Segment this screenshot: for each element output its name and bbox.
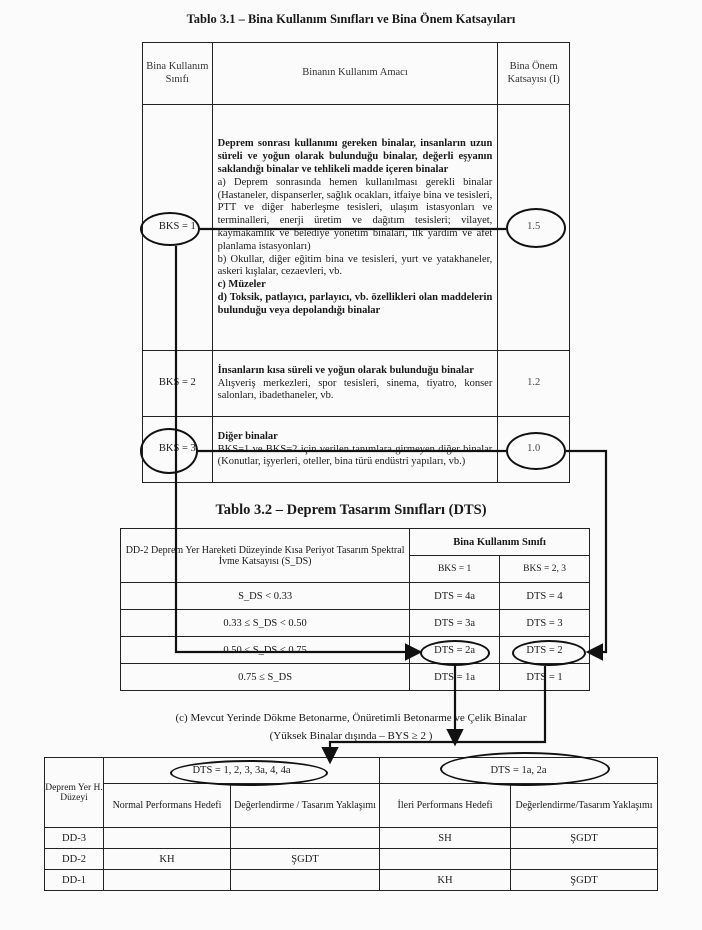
t1-header-coef: Bina Önem Katsayısı (I) bbox=[498, 43, 570, 105]
table-3-2 bbox=[120, 528, 590, 691]
t1-row3-item: BKS=1 ve BKS=2 için verilen tanımlara girmeyen diğer binalar (Konutlar, işyerleri, oteller, bina türü endüstri yapıları, vb.) bbox=[217, 443, 493, 468]
t2-row3-range: 0.50 ≤ S_DS < 0.75 bbox=[121, 637, 410, 664]
t3-row1-c2 bbox=[231, 828, 380, 849]
oval-dts-2 bbox=[512, 640, 586, 666]
oval-dts-2a bbox=[420, 640, 490, 666]
t3-row2-level: DD-2 bbox=[45, 849, 104, 870]
t1-row1-desc bbox=[212, 105, 498, 351]
t2-row3-a: DTS = 2a bbox=[410, 637, 500, 664]
t1-row1-coef: 1.5 bbox=[498, 105, 570, 351]
t2-sub-bks1: BKS = 1 bbox=[410, 556, 500, 583]
t2-row2-range: 0.33 ≤ S_DS < 0.50 bbox=[121, 610, 410, 637]
t3-sub-approach1: Değerlendirme / Tasarım Yaklaşımı bbox=[231, 784, 380, 828]
caption-line2: (Yüksek Binalar dışında – BYS ≥ 2 ) bbox=[269, 730, 433, 742]
t1-row3-desc bbox=[212, 417, 498, 483]
t1-row1-bold: Deprem sonrası kullanımı gereken binalar, insanların uzun süreli ve yoğun olarak bulunduğu binalar, değerli eşyanın saklandığı binalar ve tehlikeli madde içeren binalar bbox=[217, 138, 493, 176]
t3-header-level: Deprem Yer H. Düzeyi bbox=[45, 758, 104, 828]
t3-row2-c2: ŞGDT bbox=[231, 849, 380, 870]
table-3-1 bbox=[142, 42, 570, 483]
t1-row2-desc bbox=[212, 351, 498, 417]
t3-sub-normal: Normal Performans Hedefi bbox=[104, 784, 231, 828]
t2-row2-b: DTS = 3 bbox=[500, 610, 590, 637]
t3-row1-level: DD-3 bbox=[45, 828, 104, 849]
t3-row1-c3: SH bbox=[380, 828, 511, 849]
t1-row3-bold: Diğer binalar bbox=[217, 430, 278, 442]
t2-row1-range: S_DS < 0.33 bbox=[121, 583, 410, 610]
t3-row3-c4: ŞGDT bbox=[511, 870, 658, 891]
t1-row3-class: BKS = 3 bbox=[143, 417, 213, 483]
t1-row2-class: BKS = 2 bbox=[143, 351, 213, 417]
t3-row1-c1 bbox=[104, 828, 231, 849]
t1-row1-item-b: b) Okullar, diğer eğitim bina ve tesisleri, yurt ve yatakhaneler, askeri kışlalar, cezaevleri, vb. bbox=[217, 253, 493, 278]
t2-row4-b: DTS = 1 bbox=[500, 664, 590, 691]
t3-group-left: DTS = 1, 2, 3, 3a, 4, 4a bbox=[104, 758, 380, 784]
t2-row4-range: 0.75 ≤ S_DS bbox=[121, 664, 410, 691]
t2-row1-a: DTS = 4a bbox=[410, 583, 500, 610]
oval-coef-1-5 bbox=[506, 208, 566, 248]
t1-row1-item-a: a) Deprem sonrasında hemen kullanılması gerekli binalar (Hastaneler, dispanserler, sağlık ocakları, itfaiye bina ve tesisleri, PTT ve diğer haberleşme tesisleri, ulaşım istasyonları ve terminalleri, enerji üretim ve dağıtım tesisleri; vilayet, kaymakamlık ve belediye yönetim binaları, ilk yardım ve afet planlama istasyonları) bbox=[217, 176, 493, 252]
t3-row2-c3 bbox=[380, 849, 511, 870]
t1-header-class: Bina Kullanım Sınıfı bbox=[143, 43, 213, 105]
t2-row3-b: DTS = 2 bbox=[500, 637, 590, 664]
oval-bks3 bbox=[140, 428, 198, 474]
oval-coef-1-0 bbox=[506, 432, 566, 470]
t3-row3-c1 bbox=[104, 870, 231, 891]
t3-group-right: DTS = 1a, 2a bbox=[380, 758, 658, 784]
table2-title: Tablo 3.2 – Deprem Tasarım Sınıfları (DTS) bbox=[215, 502, 487, 518]
t3-row3-level: DD-1 bbox=[45, 870, 104, 891]
t1-row2-item: Alışveriş merkezleri, spor tesisleri, sinema, tiyatro, konser salonları, ibadethaneler, vb. bbox=[217, 377, 493, 402]
t2-header-right: Bina Kullanım Sınıfı bbox=[410, 529, 590, 556]
t3-row2-c1: KH bbox=[104, 849, 231, 870]
t3-row3-c2 bbox=[231, 870, 380, 891]
caption-line1: (c) Mevcut Yerinde Dökme Betonarme, Önüretimli Betonarme ve Çelik Binalar bbox=[175, 712, 527, 724]
t3-sub-approach2: Değerlendirme/Tasarım Yaklaşımı bbox=[511, 784, 658, 828]
t2-row1-b: DTS = 4 bbox=[500, 583, 590, 610]
t2-row4-a: DTS = 1a bbox=[410, 664, 500, 691]
oval-bks1 bbox=[140, 212, 200, 246]
t3-row2-c4 bbox=[511, 849, 658, 870]
t1-row1-item-c: c) Müzeler bbox=[217, 279, 266, 291]
oval-dts-group-left bbox=[170, 760, 328, 786]
t3-row1-c4: ŞGDT bbox=[511, 828, 658, 849]
t1-header-purpose: Binanın Kullanım Amacı bbox=[212, 43, 498, 105]
t1-row3-coef: 1.0 bbox=[498, 417, 570, 483]
t2-header-left: DD-2 Deprem Yer Hareketi Düzeyinde Kısa Periyot Tasarım Spektral İvme Katsayısı (S_DS) bbox=[121, 529, 410, 583]
t2-row2-a: DTS = 3a bbox=[410, 610, 500, 637]
t1-row1-class: BKS = 1 bbox=[143, 105, 213, 351]
oval-dts-group-right bbox=[440, 752, 610, 786]
table1-title: Tablo 3.1 – Bina Kullanım Sınıfları ve Bina Önem Katsayıları bbox=[186, 12, 516, 26]
t2-sub-bks23: BKS = 2, 3 bbox=[500, 556, 590, 583]
t1-row2-bold: İnsanların kısa süreli ve yoğun olarak bulunduğu binalar bbox=[217, 364, 474, 376]
t3-row3-c3: KH bbox=[380, 870, 511, 891]
t1-row2-coef: 1.2 bbox=[498, 351, 570, 417]
t1-row1-item-d: d) Toksik, patlayıcı, parlayıcı, vb. özellikleri olan maddelerin bulunduğu veya depolandığı binalar bbox=[217, 291, 493, 316]
t3-sub-advanced: İleri Performans Hedefi bbox=[380, 784, 511, 828]
